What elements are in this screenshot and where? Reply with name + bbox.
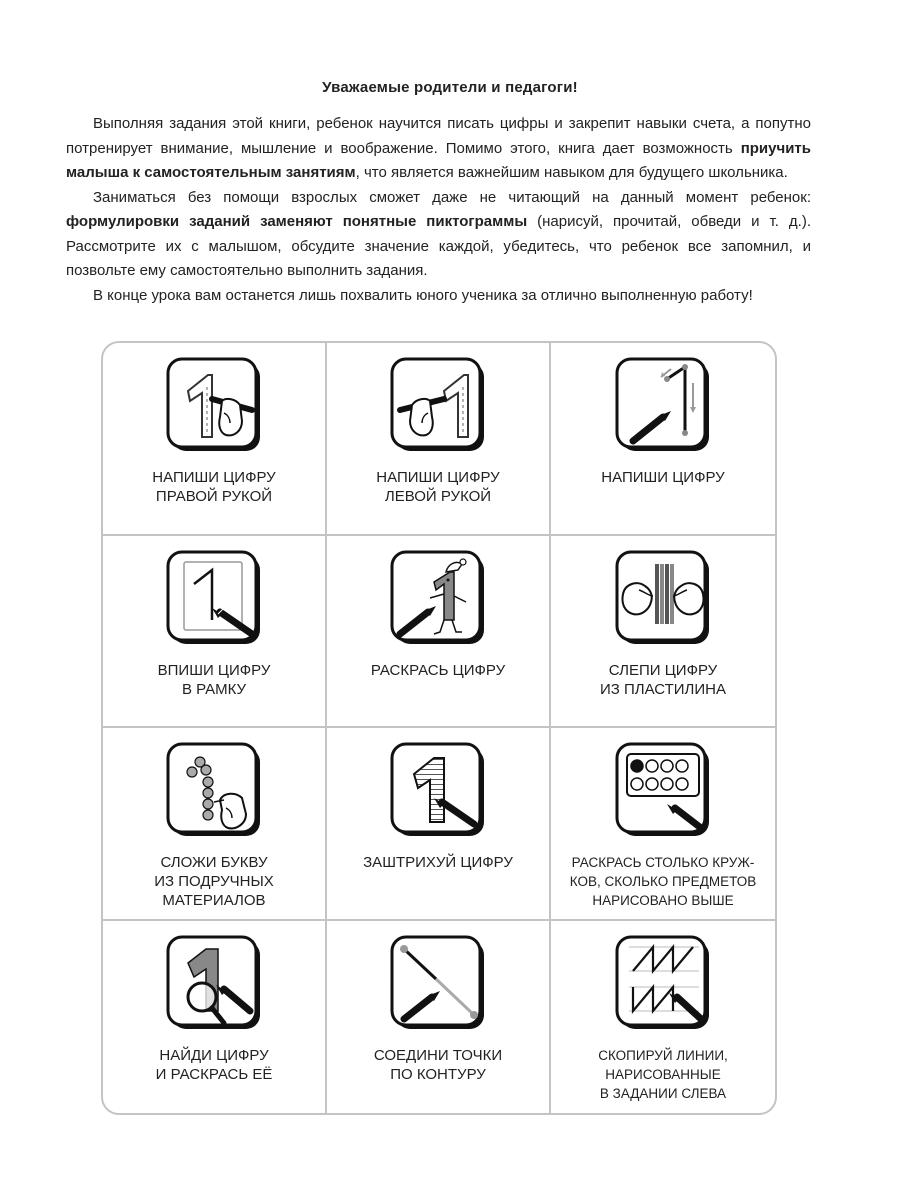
plasticine-icon: [615, 550, 711, 646]
intro-paragraph-2: [66, 186, 811, 284]
pictogram-cell-plasticine: [551, 536, 775, 729]
pictogram-cell-write-left-hand: [327, 343, 551, 536]
pictogram-label: НАЙДИ ЦИФРУ И РАСКРАСЬ ЕЁ: [155, 1046, 273, 1083]
pictogram-label: НАПИШИ ЦИФРУ ЛЕВОЙ РУКОЙ: [376, 469, 500, 505]
hatch-digit-icon: [390, 742, 486, 838]
pictogram-label: РАСКРАСЬ ЦИФРУ: [370, 661, 506, 679]
intro-paragraph-1: [66, 112, 811, 186]
pictogram-cell-write-digit: [551, 343, 775, 536]
pictogram-cell-find-digit: [103, 921, 327, 1114]
intro-p2-text-b: (нарисуй, прочитай, обведи и т. д.). Рассмотрите их с малышом, обсудите значение каждой, убедитесь, что ребенок все запомнил, и позвольте ему самостоятельно выполнить задания.: [66, 213, 811, 279]
intro-text: [66, 112, 811, 308]
pictogram-label: РАСКРАСЬ СТОЛЬКО КРУЖ- КОВ, СКОЛЬКО ПРЕДМЕТОВ НАРИСОВАНО ВЫШЕ: [569, 855, 757, 908]
write-right-hand-icon: [166, 357, 262, 453]
write-in-frame-icon: [166, 550, 262, 646]
pictogram-cell-color-digit: [327, 536, 551, 729]
pictogram-cell-connect-dots: [327, 921, 551, 1114]
pictogram-label: СЛЕПИ ЦИФРУ ИЗ ПЛАСТИЛИНА: [599, 661, 727, 698]
intro-p2-text-a: Заниматься без помощи взрослых сможет даже не читающий на данный момент ребенок:: [93, 188, 811, 206]
intro-p2-bold: формулировки заданий заменяют понятные пиктограммы: [66, 213, 528, 230]
copy-lines-icon: [615, 935, 711, 1031]
write-left-hand-icon: [390, 357, 486, 453]
pictogram-cell-hatch-digit: [327, 728, 551, 921]
find-digit-icon: [166, 935, 262, 1031]
pictogram-label: НАПИШИ ЦИФРУ: [601, 469, 725, 486]
buttons-icon: [166, 742, 262, 838]
pictogram-label: СЛОЖИ БУКВУ ИЗ ПОДРУЧНЫХ МАТЕРИАЛОВ: [154, 854, 274, 909]
pictogram-cell-color-circles: [551, 728, 775, 921]
color-digit-icon: [390, 550, 486, 646]
pictogram-label: СОЕДИНИ ТОЧКИ ПО КОНТУРУ: [373, 1046, 503, 1083]
pictogram-label: ЗАШТРИХУЙ ЦИФРУ: [363, 854, 513, 871]
intro-paragraph-3: В конце урока вам останется лишь похвалить юного ученика за отлично выполненную работу!: [93, 286, 753, 304]
intro-p1-bold: приучить малыша к самостоятельным занятиям: [66, 139, 811, 181]
pictogram-label: ВПИШИ ЦИФРУ В РАМКУ: [157, 661, 271, 698]
pictogram-cell-buttons: [103, 728, 327, 921]
pictogram-label: НАПИШИ ЦИФРУ ПРАВОЙ РУКОЙ: [152, 469, 276, 505]
color-circles-icon: [615, 742, 711, 838]
write-digit-icon: [615, 357, 711, 453]
page-heading: Уважаемые родители и педагоги!: [322, 79, 578, 96]
pictogram-cell-write-right-hand: [103, 343, 327, 536]
pictogram-cell-copy-lines: [551, 921, 775, 1114]
pictogram-cell-write-in-frame: [103, 536, 327, 729]
connect-dots-icon: [390, 935, 486, 1031]
intro-p1-text-b: , что является важнейшим навыком для будущего школьника.: [355, 164, 788, 181]
pictogram-grid: [101, 341, 777, 1115]
intro-p1-text-a: Выполняя задания этой книги, ребенок научится писать цифры и закрепит навыки счета, а попутно потренирует внимание, мышление и воображение. Помимо этого, книга дает возможность: [66, 115, 811, 157]
pictogram-label: СКОПИРУЙ ЛИНИИ, НАРИСОВАННЫЕ В ЗАДАНИИ СЛЕВА: [598, 1047, 728, 1101]
